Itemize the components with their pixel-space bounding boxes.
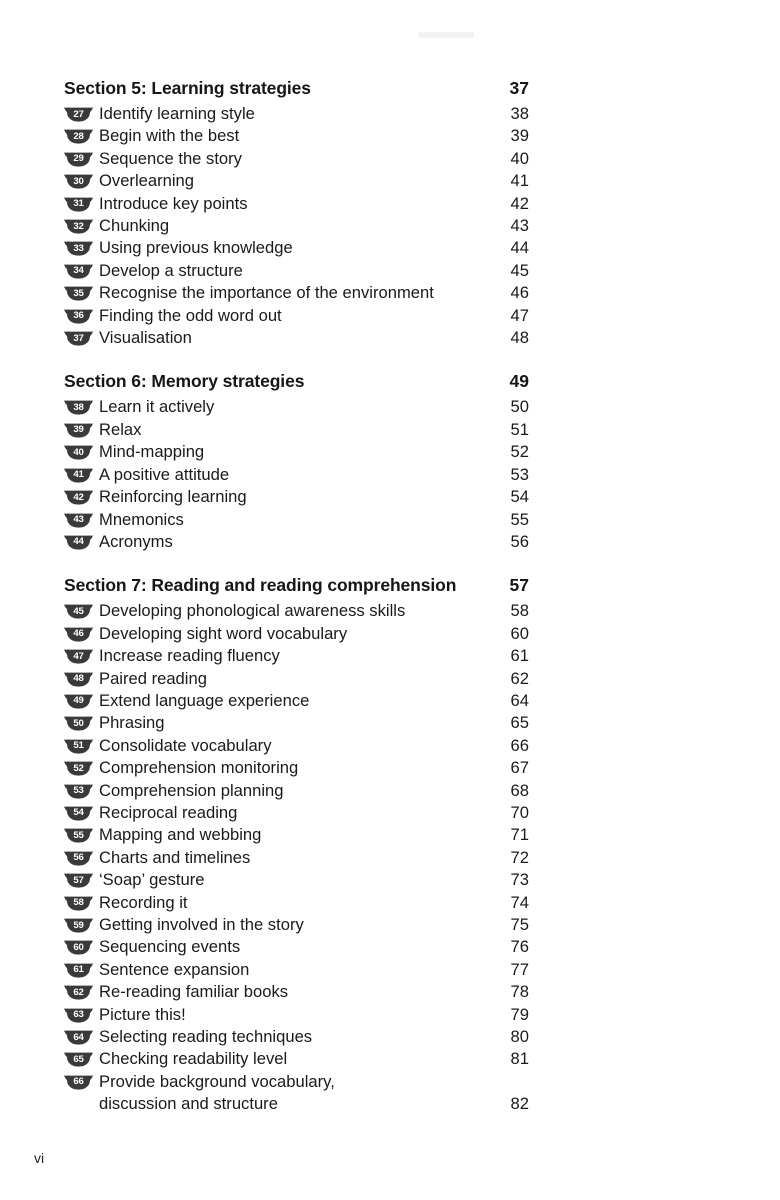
entry-page-number: 58	[510, 601, 529, 621]
entry-number: 29	[73, 153, 84, 165]
entry-number: 46	[73, 628, 84, 640]
toc-entry[interactable]	[64, 780, 529, 802]
ribbon-badge-icon	[64, 107, 93, 122]
ribbon-badge-icon	[64, 174, 93, 189]
toc-entry[interactable]	[64, 486, 529, 508]
entry-page-number: 61	[510, 646, 529, 666]
section-heading-row[interactable]	[64, 78, 529, 102]
toc-entry[interactable]	[64, 396, 529, 418]
entry-number: 43	[73, 514, 84, 525]
entry-badge-cell	[64, 981, 99, 1000]
entry-badge-cell	[64, 1004, 99, 1023]
entry-label: Sequencing events	[99, 937, 241, 957]
entry-number: 61	[73, 964, 84, 976]
ribbon-badge-icon	[64, 761, 93, 776]
entry-label: Mapping and webbing	[99, 825, 262, 845]
ribbon-badge-icon	[64, 940, 93, 955]
ribbon-badge-icon	[64, 423, 93, 438]
entry-number: 39	[73, 424, 84, 436]
ribbon-badge-icon	[64, 197, 93, 212]
ribbon-badge-icon	[64, 784, 93, 799]
ribbon-badge-icon	[64, 604, 93, 619]
entry-number: 54	[73, 807, 84, 819]
toc-section	[64, 575, 529, 1115]
toc-entry[interactable]	[64, 690, 529, 712]
entry-label: Begin with the best	[99, 126, 240, 146]
entry-page-number: 47	[510, 305, 529, 325]
entry-page-number: 48	[510, 328, 529, 348]
entry-badge-cell	[64, 148, 99, 167]
entry-label: Sentence expansion	[99, 959, 250, 979]
ribbon-badge-icon	[64, 513, 93, 528]
entry-page-number: 68	[510, 780, 529, 800]
ribbon-badge-icon	[64, 851, 93, 866]
entry-page-number: 72	[510, 847, 529, 867]
entry-page-number: 70	[510, 802, 529, 822]
section-page-number: 37	[509, 78, 529, 98]
entry-badge-cell	[64, 936, 99, 955]
entry-page-number: 44	[510, 238, 529, 258]
entry-badge-cell	[64, 712, 99, 731]
entry-badge-cell	[64, 282, 99, 301]
toc-entry[interactable]	[64, 757, 529, 779]
entry-label: Increase reading fluency	[99, 646, 280, 666]
ribbon-badge-icon	[64, 264, 93, 279]
entry-label: Develop a structure	[99, 260, 243, 280]
section-page-number: 49	[509, 371, 529, 392]
entry-number: 64	[73, 1031, 84, 1043]
entry-number: 37	[73, 332, 84, 344]
ribbon-badge-icon	[64, 1052, 93, 1067]
entry-badge-cell	[64, 1026, 99, 1045]
entry-number: 33	[73, 242, 84, 254]
entry-label: Learn it actively	[99, 397, 215, 417]
ribbon-badge-icon	[64, 241, 93, 256]
entry-page-number: 60	[510, 623, 529, 643]
entry-page-number: 51	[510, 419, 529, 439]
entry-label: Identify learning style	[99, 104, 255, 123]
entry-page-number: 67	[510, 758, 529, 778]
ribbon-badge-icon	[64, 672, 93, 687]
entry-page-number: 41	[510, 171, 529, 191]
toc-entry[interactable]	[64, 1004, 529, 1026]
entry-label: Selecting reading techniques	[99, 1027, 313, 1047]
entry-label: Comprehension monitoring	[99, 758, 299, 778]
entry-number: 45	[73, 605, 84, 617]
ribbon-badge-icon	[64, 331, 93, 346]
toc-entry[interactable]	[64, 1071, 529, 1116]
entry-page-number: 76	[510, 937, 529, 957]
entry-badge-cell	[64, 735, 99, 754]
toc-entry[interactable]	[64, 237, 529, 259]
entry-page-number: 66	[510, 735, 529, 755]
entry-number: 40	[73, 446, 84, 458]
entry-page-number: 62	[510, 668, 529, 688]
entry-label-line-2: discussion and structure	[99, 1094, 278, 1114]
toc-entry[interactable]	[64, 668, 529, 690]
toc-entry[interactable]	[64, 125, 529, 147]
toc-entry[interactable]	[64, 327, 529, 349]
ribbon-badge-icon	[64, 490, 93, 505]
toc-entry[interactable]	[64, 305, 529, 327]
entry-page-number: 64	[510, 690, 529, 710]
entry-badge-cell	[64, 780, 99, 799]
entry-label	[99, 1071, 343, 1116]
entry-badge-cell	[64, 959, 99, 978]
toc-section	[64, 78, 529, 349]
toc-entry[interactable]	[64, 1048, 529, 1070]
toc-entry[interactable]	[64, 892, 529, 914]
toc-entry[interactable]	[64, 981, 529, 1003]
entry-badge-cell	[64, 600, 99, 619]
toc-entry[interactable]	[64, 959, 529, 981]
entry-page-number: 77	[510, 959, 529, 979]
entry-page-number: 81	[510, 1049, 529, 1069]
toc-entry[interactable]	[64, 847, 529, 869]
entry-label: Phrasing	[99, 713, 165, 733]
entry-number: 28	[73, 130, 84, 142]
entry-page-number: 42	[510, 193, 529, 213]
entry-label: Chunking	[99, 216, 170, 236]
entry-page-number: 38	[510, 104, 529, 123]
entry-badge-cell	[64, 892, 99, 911]
entry-badge-cell	[64, 623, 99, 642]
entry-badge-cell	[64, 170, 99, 189]
toc-entry[interactable]	[64, 712, 529, 734]
entry-page-number: 52	[510, 442, 529, 462]
entry-label: Reinforcing learning	[99, 487, 247, 507]
entry-label: A positive attitude	[99, 464, 230, 484]
entry-number: 41	[73, 469, 84, 481]
entry-badge-cell	[64, 869, 99, 888]
entry-label: Introduce key points	[99, 193, 248, 213]
ribbon-badge-icon	[64, 129, 93, 144]
entry-label: Consolidate vocabulary	[99, 735, 272, 755]
toc-entry[interactable]	[64, 623, 529, 645]
toc-entry[interactable]	[64, 282, 529, 304]
ribbon-badge-icon	[64, 627, 93, 642]
section-heading-row[interactable]	[64, 575, 529, 599]
entry-number: 50	[73, 717, 84, 729]
entry-page-number: 43	[510, 216, 529, 236]
entry-badge-cell	[64, 690, 99, 709]
entry-badge-cell	[64, 419, 99, 438]
toc-entry[interactable]	[64, 215, 529, 237]
entry-label: Relax	[99, 419, 142, 439]
toc-entry[interactable]	[64, 260, 529, 282]
toc-entry[interactable]	[64, 1026, 529, 1048]
ribbon-badge-icon	[64, 739, 93, 754]
entry-page-number: 75	[510, 915, 529, 934]
entry-number: 36	[73, 310, 84, 322]
ribbon-badge-icon	[64, 1030, 93, 1045]
section-title: Section 6: Memory strategies	[64, 371, 305, 392]
entry-badge-cell	[64, 668, 99, 687]
toc-entry[interactable]	[64, 645, 529, 667]
toc-entry[interactable]	[64, 869, 529, 891]
entry-label: ‘Soap’ gesture	[99, 870, 205, 890]
toc-content	[64, 78, 529, 1116]
toc-entry[interactable]	[64, 464, 529, 486]
entry-label: Recognise the importance of the environment	[99, 283, 434, 303]
entry-badge-cell	[64, 802, 99, 821]
entry-number: 51	[73, 740, 84, 752]
entry-badge-cell	[64, 531, 99, 550]
entry-label: Recording it	[99, 892, 188, 912]
toc-entry[interactable]	[64, 148, 529, 170]
entry-badge-cell	[64, 396, 99, 415]
entry-badge-cell	[64, 237, 99, 256]
ribbon-badge-icon	[64, 694, 93, 709]
entry-label: Picture this!	[99, 1004, 186, 1024]
section-page-number: 57	[509, 575, 529, 596]
entry-number: 66	[73, 1076, 84, 1088]
entry-label: Finding the odd word out	[99, 305, 282, 325]
ribbon-badge-icon	[64, 1008, 93, 1023]
entry-number: 57	[73, 874, 84, 886]
ribbon-badge-icon	[64, 806, 93, 821]
entry-number: 65	[73, 1053, 84, 1065]
entry-page-number: 54	[510, 487, 529, 507]
entry-number: 63	[73, 1009, 84, 1021]
entry-label: Developing phonological awareness skills	[99, 601, 406, 621]
entry-badge-cell	[64, 441, 99, 460]
entry-label: Mind-mapping	[99, 442, 205, 462]
ribbon-badge-icon	[64, 309, 93, 324]
entry-badge-cell	[64, 847, 99, 866]
entry-label: Reciprocal reading	[99, 802, 238, 822]
entry-badge-cell	[64, 215, 99, 234]
toc-entry[interactable]	[64, 735, 529, 757]
ribbon-badge-icon	[64, 468, 93, 483]
toc-entry[interactable]	[64, 103, 529, 125]
ribbon-badge-icon	[64, 286, 93, 301]
entry-number: 56	[73, 852, 84, 864]
entry-number: 35	[73, 287, 84, 299]
toc-entry[interactable]	[64, 509, 529, 531]
entry-label: Re-reading familiar books	[99, 982, 289, 1002]
entry-page-number: 45	[510, 260, 529, 280]
toc-entry[interactable]	[64, 802, 529, 824]
ribbon-badge-icon	[64, 535, 93, 550]
toc-entry[interactable]	[64, 600, 529, 622]
entry-label: Overlearning	[99, 171, 195, 191]
entry-badge-cell	[64, 645, 99, 664]
entry-number: 27	[73, 108, 84, 120]
entry-badge-cell	[64, 1048, 99, 1067]
entry-label: Charts and timelines	[99, 847, 251, 867]
entry-label: Extend language experience	[99, 690, 310, 710]
entry-label: Checking readability level	[99, 1049, 288, 1069]
entry-number: 34	[73, 265, 84, 277]
entry-label: Getting involved in the story	[99, 915, 304, 934]
entry-number: 49	[73, 695, 84, 707]
entry-number: 62	[73, 986, 84, 998]
ribbon-badge-icon	[64, 152, 93, 167]
entry-badge-cell	[64, 914, 99, 933]
entry-number: 59	[73, 919, 84, 931]
entry-page-number: 74	[510, 892, 529, 912]
entry-number: 30	[73, 175, 84, 187]
entry-number: 32	[73, 220, 84, 232]
entry-page-number: 79	[510, 1004, 529, 1024]
ribbon-badge-icon	[64, 985, 93, 1000]
ribbon-badge-icon	[64, 873, 93, 888]
ribbon-badge-icon	[64, 219, 93, 234]
entry-page-number: 82	[510, 1094, 529, 1114]
ribbon-badge-icon	[64, 828, 93, 843]
entry-label: Developing sight word vocabulary	[99, 623, 348, 643]
entry-label: Comprehension planning	[99, 780, 284, 800]
toc-entry[interactable]	[64, 824, 529, 846]
toc-entry[interactable]	[64, 936, 529, 958]
section-heading-row[interactable]	[64, 371, 529, 395]
entry-page-number: 55	[510, 509, 529, 529]
entry-number: 47	[73, 650, 84, 662]
entry-label: Visualisation	[99, 328, 192, 348]
entry-badge-cell	[64, 486, 99, 505]
entry-page-number: 40	[510, 148, 529, 168]
entry-page-number: 56	[510, 531, 529, 551]
entry-label: Sequence the story	[99, 148, 242, 168]
entry-badge-cell	[64, 305, 99, 324]
page-folio: vi	[34, 1150, 45, 1166]
entry-badge-cell	[64, 103, 99, 122]
toc-section	[64, 371, 529, 553]
entry-number: 60	[73, 941, 84, 953]
entry-page-number: 65	[510, 713, 529, 733]
toc-entry[interactable]	[64, 170, 529, 192]
entry-page-number: 73	[510, 870, 529, 890]
entry-label: Acronyms	[99, 531, 173, 551]
toc-entry[interactable]	[64, 419, 529, 441]
entry-label: Using previous knowledge	[99, 238, 293, 258]
entry-badge-cell	[64, 125, 99, 144]
entry-badge-cell	[64, 327, 99, 346]
entry-page-number: 50	[510, 397, 529, 417]
entry-badge-cell	[64, 260, 99, 279]
entry-number: 55	[73, 829, 84, 841]
entry-number: 44	[73, 536, 84, 548]
entry-label-line-1: Provide background vocabulary,	[99, 1071, 335, 1091]
toc-entry[interactable]	[64, 441, 529, 463]
entry-badge-cell	[64, 824, 99, 843]
section-title: Section 5: Learning strategies	[64, 78, 311, 98]
section-title: Section 7: Reading and reading comprehension	[64, 575, 457, 596]
toc-entry[interactable]	[64, 531, 529, 553]
entry-page-number: 46	[510, 283, 529, 303]
entry-number: 58	[73, 897, 84, 909]
entry-label: Mnemonics	[99, 509, 184, 529]
ribbon-badge-icon	[64, 1075, 93, 1090]
ribbon-badge-icon	[64, 896, 93, 911]
ribbon-badge-icon	[64, 649, 93, 664]
entry-badge-cell	[64, 1071, 99, 1090]
entry-badge-cell	[64, 464, 99, 483]
ribbon-badge-icon	[64, 400, 93, 415]
ribbon-badge-icon	[64, 445, 93, 460]
entry-label: Paired reading	[99, 668, 207, 688]
page-scan-artifact	[418, 32, 474, 38]
entry-number: 31	[73, 198, 84, 210]
entry-number: 38	[73, 401, 84, 413]
entry-page-number: 71	[510, 825, 529, 845]
ribbon-badge-icon	[64, 963, 93, 978]
entry-page-number: 53	[510, 464, 529, 484]
entry-badge-cell	[64, 193, 99, 212]
ribbon-badge-icon	[64, 716, 93, 731]
toc-entry[interactable]	[64, 193, 529, 215]
entry-number: 52	[73, 762, 84, 774]
toc-entry[interactable]	[64, 914, 529, 936]
entry-page-number: 39	[510, 126, 529, 146]
entry-page-number: 78	[510, 982, 529, 1002]
entry-badge-cell	[64, 757, 99, 776]
entry-number: 53	[73, 785, 84, 797]
entry-number: 42	[73, 491, 84, 503]
entry-badge-cell	[64, 509, 99, 528]
entry-number: 48	[73, 673, 84, 685]
ribbon-badge-icon	[64, 918, 93, 933]
entry-page-number: 80	[510, 1027, 529, 1047]
